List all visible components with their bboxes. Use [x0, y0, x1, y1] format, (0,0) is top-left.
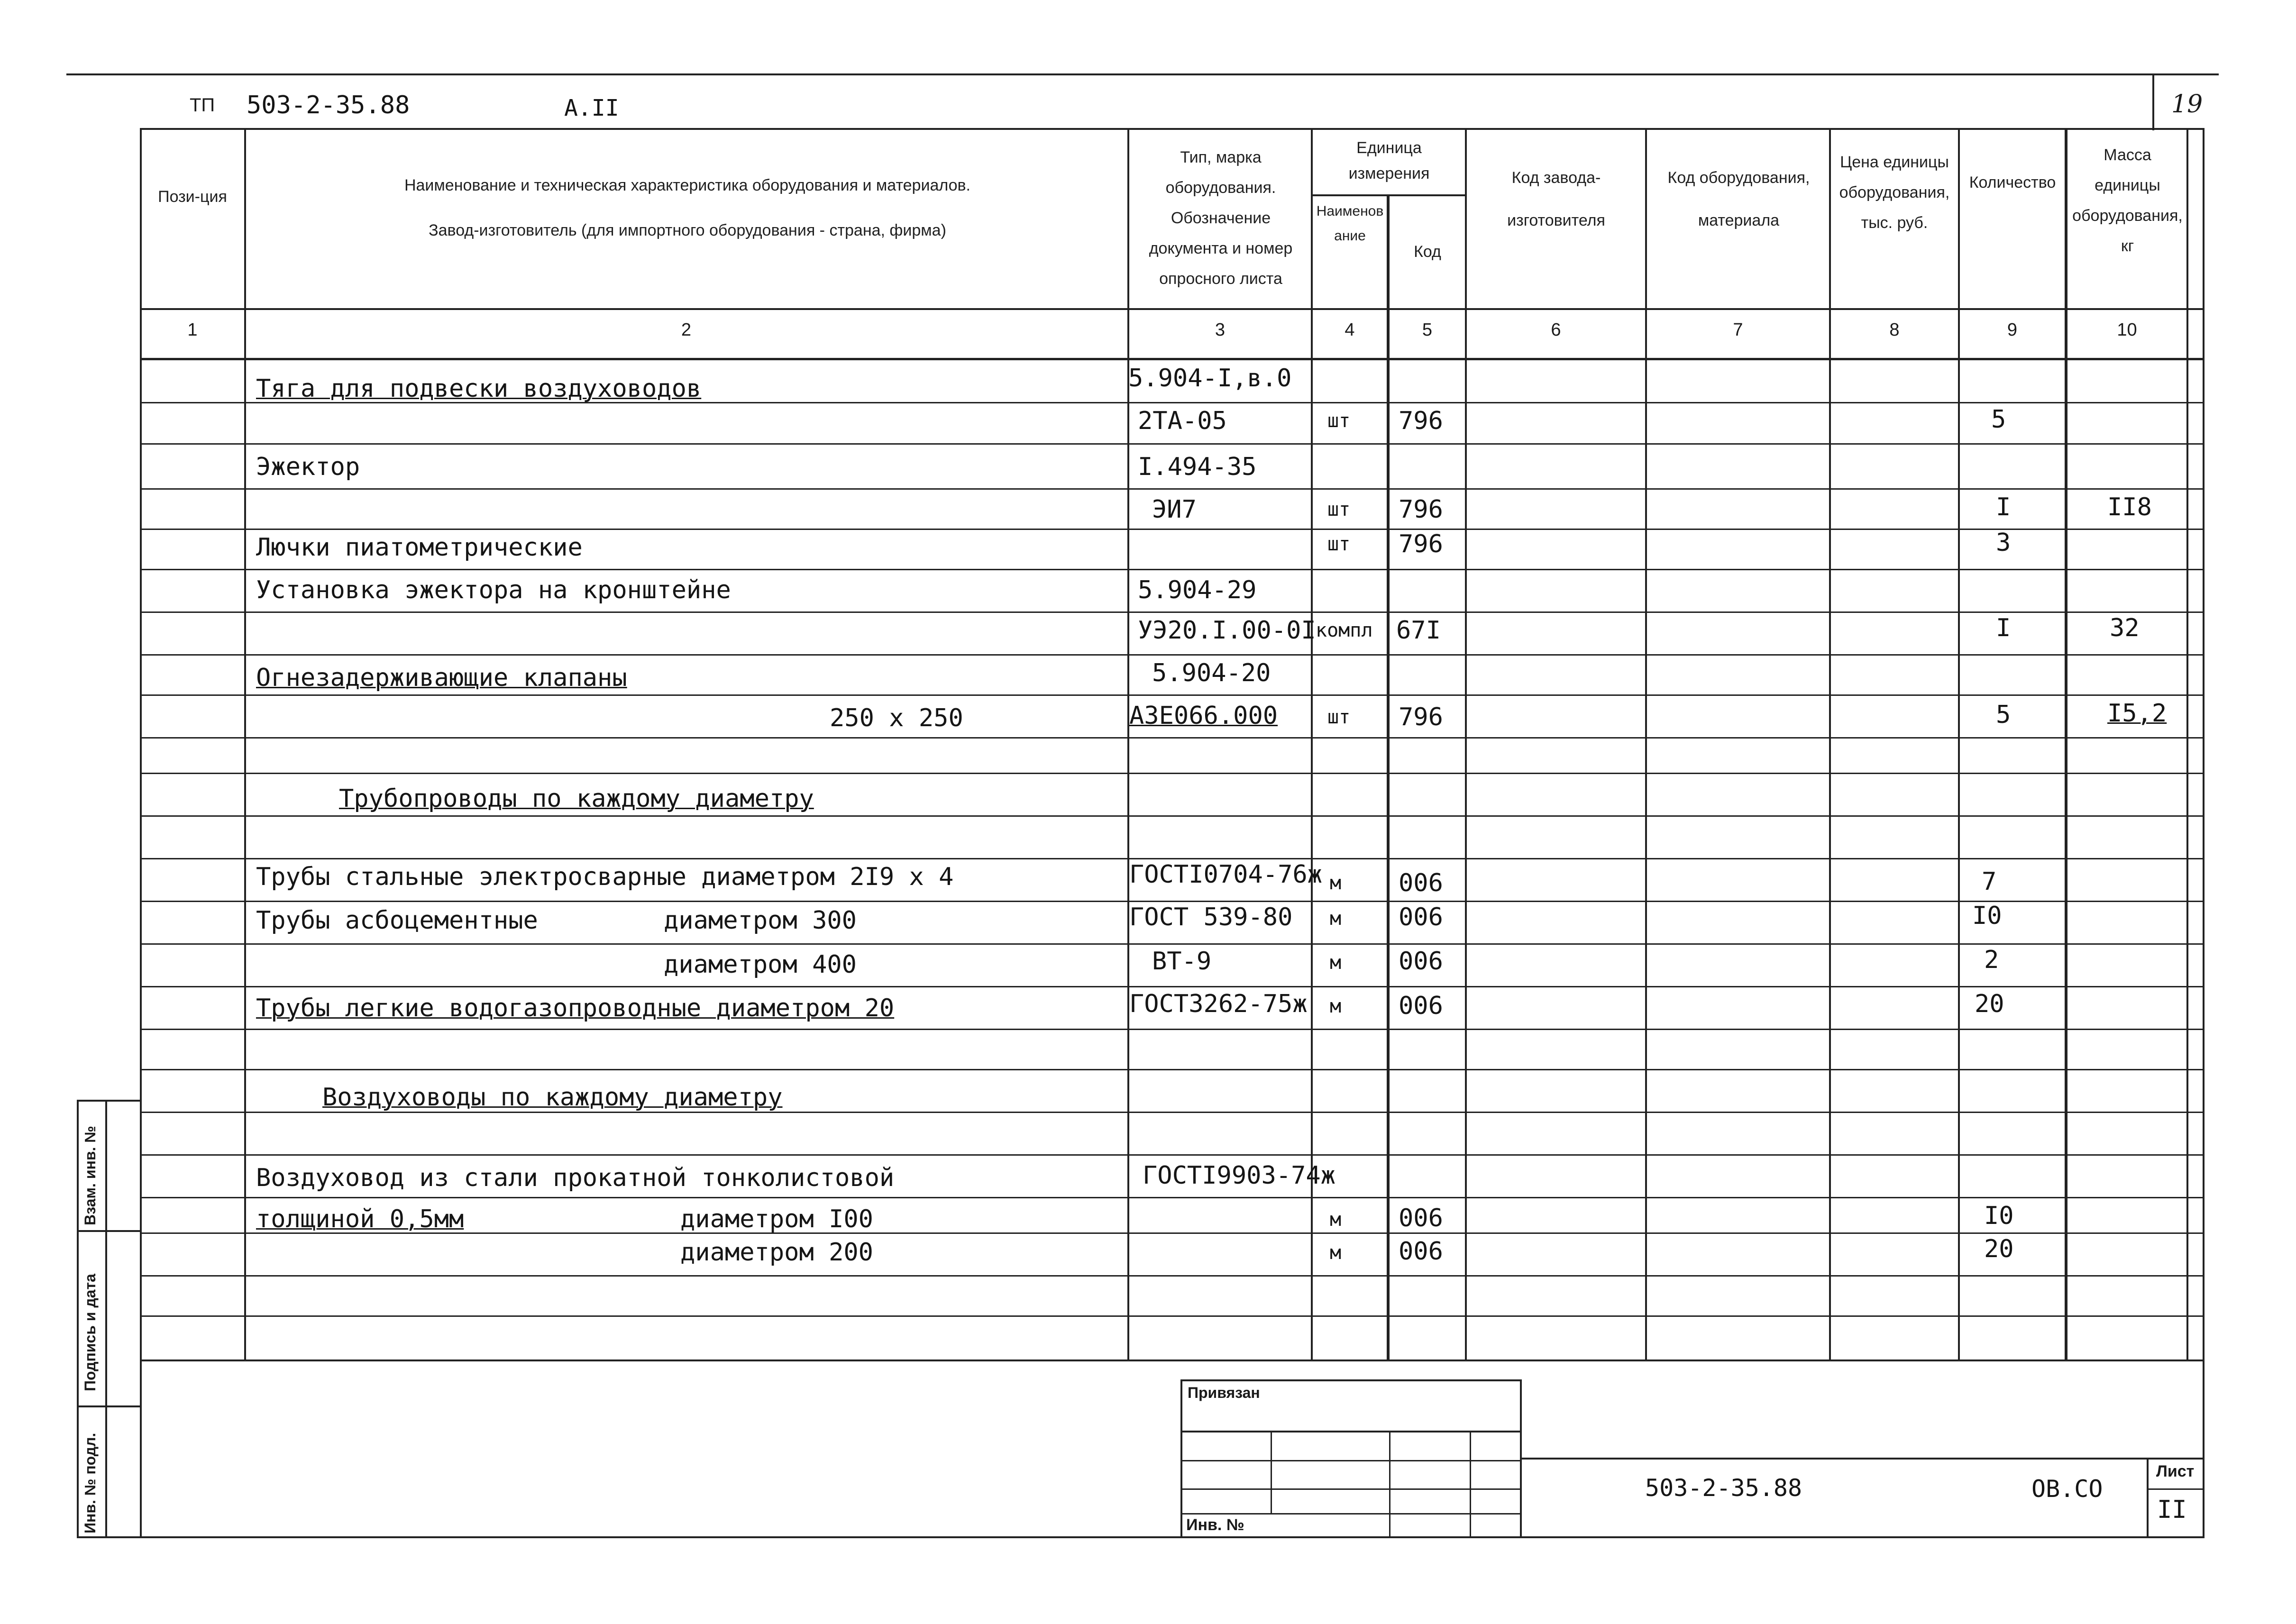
row-line — [140, 1275, 2205, 1277]
row-type: ГОСТ3262-75ж — [1129, 990, 1308, 1018]
col-line — [244, 128, 246, 1360]
row-unit-code: 006 — [1399, 1204, 1443, 1232]
row-diameter: диаметром 200 — [680, 1238, 873, 1267]
title-doc-code: 503-2-35.88 — [1645, 1474, 1802, 1502]
row-line — [140, 943, 2205, 945]
row-qty: 20 — [1975, 990, 2004, 1018]
title-sheet-code: ОВ.СО — [2031, 1475, 2103, 1503]
side-strip-line — [77, 1230, 140, 1232]
side-strip-divider — [105, 1100, 107, 1538]
row-line — [140, 901, 2205, 902]
side-strip-line — [77, 1405, 140, 1407]
col-header-factory-code: Код завода-изготовителя — [1507, 169, 1605, 229]
col-header-unit-group: Единица измерения — [1348, 139, 1430, 182]
row-qty: I0 — [1984, 1202, 2014, 1230]
col-number: 7 — [1733, 320, 1743, 340]
page-number-box — [2152, 73, 2154, 130]
col-line — [1829, 128, 1831, 1360]
row-line — [140, 858, 2205, 859]
sheet-box-left — [2147, 1458, 2149, 1538]
row-line — [140, 529, 2205, 530]
col-number: 3 — [1215, 320, 1226, 340]
col-number: 5 — [1422, 320, 1433, 340]
row-type: ГОСТI0704-76ж — [1129, 860, 1322, 889]
page-number: 19 — [2171, 90, 2203, 119]
colnum-bottom-line — [140, 358, 2205, 360]
row-line — [140, 1197, 2205, 1198]
row-qty: 20 — [1984, 1235, 2014, 1263]
row-mass: 32 — [2110, 614, 2140, 642]
doc-code: 503-2-35.88 — [247, 91, 410, 119]
row-unit: шт — [1327, 533, 1351, 555]
row-unit-code: 67I — [1396, 616, 1441, 645]
sheet-box-mid — [2147, 1488, 2205, 1490]
section-heading-pipelines: Трубопроводы по каждому диаметру — [339, 785, 814, 813]
row-type: I.494-35 — [1138, 453, 1257, 481]
row-unit: шт — [1327, 410, 1351, 432]
row-name: Трубы легкие водогазопроводные диаметром 20 — [256, 994, 895, 1022]
row-type: ЭИ7 — [1152, 495, 1197, 524]
row-type: ГОСТI9903-74ж — [1143, 1161, 1336, 1190]
row-line — [140, 611, 2205, 613]
row-name: Воздуховод из стали прокатной тонколистовой — [256, 1164, 895, 1192]
row-unit-code: 796 — [1399, 495, 1443, 524]
row-line — [140, 443, 2205, 445]
col-line — [2186, 128, 2188, 1360]
col-line — [1127, 128, 1129, 1360]
col-line — [1645, 128, 1647, 1360]
row-name: Лючки пиатометрические — [256, 533, 583, 562]
row-qty: I — [1996, 493, 2011, 521]
row-qty: 3 — [1996, 529, 2011, 557]
col-number: 1 — [187, 320, 198, 340]
section-heading-air-ducts: Воздуховоды по каждому диаметру — [322, 1083, 783, 1112]
row-line — [140, 1069, 2205, 1070]
row-qty: 5 — [1991, 405, 2006, 434]
row-type: ГОСТ 539-80 — [1129, 903, 1293, 931]
side-label-podpis: Подпись и дата — [82, 1274, 99, 1391]
row-line — [140, 569, 2205, 570]
row-unit: м — [1330, 908, 1342, 930]
col-line — [1465, 128, 1467, 1360]
top-rule — [66, 73, 2219, 75]
doc-prefix: ТП — [190, 95, 215, 116]
row-line — [140, 1112, 2205, 1113]
row-name: Тяга для подвески воздуховодов — [256, 374, 702, 403]
col-number: 6 — [1551, 320, 1561, 340]
sheet-label: Лист — [2156, 1462, 2195, 1480]
side-label-vzam: Взам. инв. № — [82, 1126, 99, 1225]
row-line — [140, 654, 2205, 656]
col-number: 4 — [1345, 320, 1355, 340]
row-mass: I5,2 — [2107, 699, 2167, 728]
row-name: Эжектор — [256, 453, 360, 481]
row-diameter: диаметром 400 — [664, 950, 857, 979]
row-diameter: диаметром 300 — [664, 906, 857, 935]
row-mass: II8 — [2107, 493, 2152, 521]
col-line — [1387, 194, 1390, 1360]
row-unit-code: 796 — [1399, 530, 1443, 558]
row-line — [140, 488, 2205, 490]
row-type: 2ТА-05 — [1138, 407, 1227, 435]
col-header-equipment-code: Код оборудования, материала — [1667, 169, 1810, 229]
row-line — [140, 986, 2205, 987]
stamp-col — [1470, 1431, 1471, 1538]
row-qty: 5 — [1996, 701, 2011, 729]
row-unit: компл — [1316, 620, 1373, 641]
row-type: А3Е066.000 — [1129, 702, 1278, 730]
row-line — [140, 1315, 2205, 1317]
row-type: ВТ-9 — [1152, 947, 1212, 976]
stamp-col — [1271, 1431, 1272, 1514]
row-qty: I0 — [1972, 902, 2002, 930]
stamp-col — [1389, 1431, 1390, 1538]
row-qty: I — [1996, 614, 2011, 642]
col-header-name-line2: Завод-изготовитель (для импортного оборудования - страна, фирма) — [429, 221, 946, 239]
col-header-name-line1: Наименование и техническая характеристика оборудования и материалов. — [404, 176, 971, 194]
row-name: толщиной 0,5мм — [256, 1205, 464, 1233]
col-line — [2065, 128, 2067, 1360]
row-line — [140, 1029, 2205, 1030]
row-unit: м — [1330, 872, 1342, 894]
row-line — [140, 737, 2205, 739]
header-bottom-line — [140, 308, 2205, 310]
row-type: 5.904-29 — [1138, 576, 1257, 604]
col-number: 10 — [2117, 320, 2137, 340]
sheet-number: II — [2157, 1496, 2187, 1524]
row-unit: м — [1330, 995, 1342, 1017]
row-name-dimension: 250 х 250 — [830, 704, 963, 732]
col-header-unit-code: Код — [1414, 243, 1441, 261]
row-type: 5.904-I,в.0 — [1128, 364, 1292, 392]
header-subline — [1311, 194, 1465, 196]
row-unit: шт — [1327, 706, 1351, 728]
col-header-mass: Масса единицы оборудования, кг — [2072, 146, 2183, 255]
row-qty: 7 — [1982, 867, 1997, 896]
row-unit-code: 006 — [1399, 1237, 1443, 1266]
stamp-privyazan-label: Привязан — [1188, 1384, 1260, 1401]
col-header-unit-name: Наименование — [1316, 203, 1384, 244]
row-unit: м — [1330, 952, 1342, 974]
row-name: Трубы асбоцементные — [256, 906, 538, 935]
col-number: 8 — [1889, 320, 1900, 340]
row-unit-code: 796 — [1399, 407, 1443, 435]
row-line — [140, 694, 2205, 696]
row-unit-code: 796 — [1399, 703, 1443, 731]
row-type: УЭ20.I.00-0I — [1138, 616, 1316, 645]
col-header-price: Цена единицы оборудования, тыс. руб. — [1839, 153, 1950, 232]
col-number: 2 — [681, 320, 692, 340]
row-line — [140, 815, 2205, 817]
col-line — [1958, 128, 1960, 1360]
row-line — [140, 773, 2205, 774]
row-unit: м — [1330, 1242, 1342, 1264]
row-line — [140, 1154, 2205, 1156]
row-unit-code: 006 — [1399, 947, 1443, 976]
row-unit-code: 006 — [1399, 869, 1443, 897]
stamp-inv-label: Инв. № — [1186, 1516, 1244, 1534]
row-name: Трубы стальные электросварные диаметром 2I9 х 4 — [256, 863, 954, 891]
side-label-inv: Инв. № подл. — [82, 1432, 99, 1533]
row-unit: м — [1330, 1209, 1342, 1231]
row-unit-code: 006 — [1399, 903, 1443, 931]
row-unit-code: 006 — [1399, 992, 1443, 1020]
col-header-position: Пози-ция — [158, 188, 227, 206]
title-block-top — [1522, 1458, 2205, 1460]
row-type: 5.904-20 — [1152, 659, 1271, 687]
row-diameter: диаметром I00 — [680, 1205, 873, 1233]
table-body-bottom — [140, 1359, 2205, 1361]
row-qty: 2 — [1984, 946, 1999, 974]
col-header-quantity: Количество — [1969, 173, 2056, 192]
album-label: А.II — [564, 95, 619, 121]
row-name: Огнезадерживающие клапаны — [256, 664, 627, 692]
col-number: 9 — [2007, 320, 2018, 340]
col-header-type: Тип, марка оборудования. Обозначение документа и номер опросного листа — [1149, 148, 1293, 288]
row-name: Установка эжектора на кронштейне — [256, 576, 731, 604]
row-unit: шт — [1327, 499, 1351, 520]
